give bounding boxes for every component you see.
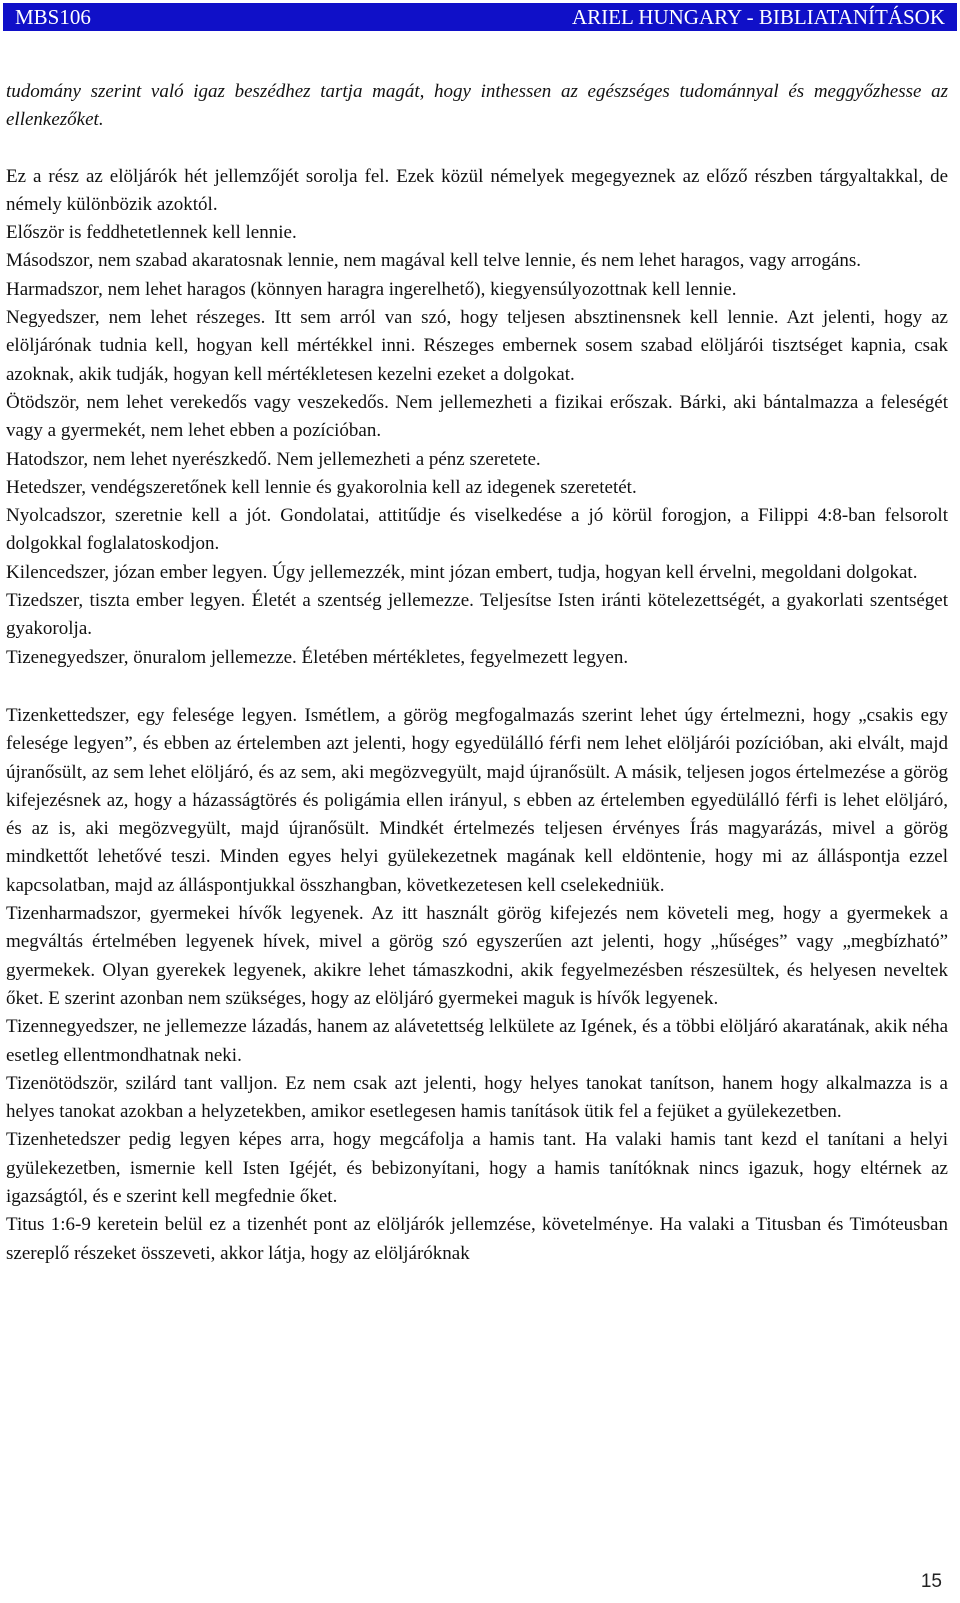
paragraph-thirteenth: Tizenharmadszor, gyermekei hívők legyenek. Az itt használt görög kifejezés nem követeli meg, hogy a gyermekek a megváltás értelmében legyenek hívek, mivel a görög szó egyszerűen azt jelenti, hogy „hűséges” vagy „megbízható” gyermekek. Olyan gyerekek legyenek, akikre lehet támaszkodni, akik fegyelmezésben részesültek, és helyesen neveltek őket. E szerint azonban nem szükséges, hogy az elöljáró gyermekei maguk is hívők legyenek.	[6, 903, 948, 1009]
header-series-title: ARIEL HUNGARY - BIBLIATANÍTÁSOK	[572, 5, 945, 29]
paragraph-third: Harmadszor, nem lehet haragos (könnyen haragra ingerelhető), kiegyensúlyozottnak kell lennie.	[6, 278, 737, 300]
paragraph-tenth: Tizedszer, tiszta ember legyen. Életét a szentség jellemezze. Teljesítse Isten iránti kötelezettségét, a gyakorlati szentséget gyakorolja.	[6, 590, 948, 640]
paragraph-seventeenth: Tizenhetedszer pedig legyen képes arra, hogy megcáfolja a hamis tant. Ha valaki hamis tant kezd el tanítani a helyi gyülekezetben, ismernie kell Isten Igéjét, és bebizonyítani, hogy a hamis tanítóknak nincs igazuk, hogy eltérnek az igazságtól, és e szerint kell megfednie őket.	[6, 1129, 948, 1207]
paragraph-fifth: Ötödször, nem lehet verekedős vagy veszekedős. Nem jellemezheti a fizikai erőszak. Bárki, aki bántalmazza a feleségét vagy a gyermekét, nem lehet ebben a pozícióban.	[6, 391, 948, 442]
paragraph-titus-summary: Titus 1:6-9 keretein belül ez a tizenhét pont az elöljárók jellemzése, követelménye. Ha valaki a Titusban és Timóteusban szereplő részeket összeveti, akkor látja, hogy az elöljáróknak	[6, 1214, 948, 1264]
paragraph-seventh: Hetedszer, vendégszeretőnek kell lennie és gyakorolnia kell az idegenek szeretetét.	[6, 476, 637, 498]
paragraph-sixth: Hatodszor, nem lehet nyerészkedő. Nem jellemezheti a pénz szeretete.	[6, 448, 541, 470]
paragraph-eleventh: Tizenegyedszer, önuralom jellemezze. Életében mértékletes, fegyelmezett legyen.	[6, 646, 629, 668]
paragraph-eighth: Nyolcadszor, szeretnie kell a jót. Gondolatai, attitűdje és viselkedése a jó körül forogjon, a Filippi 4:8-ban felsorolt dolgokkal foglalatoskodjon.	[6, 505, 948, 555]
page-header	[3, 3, 957, 31]
paragraph-fourth: Negyedszer, nem lehet részeges. Itt sem arról van szó, hogy teljesen absztinensnek kell lennie. Azt jelenti, hogy az elöljárónak tudnia kell, hogyan kell mértékkel inni. Részeges embernek sosem szabad elöljárói tisztséget kapnia, csak azoknak, akik tudják, hogyan kell mértékletesen kezelni ezeket a dolgokat.	[6, 307, 948, 385]
paragraph-fourteenth: Tizennegyedszer, ne jellemezze lázadás, hanem az alávetettség lelkülete az Igének, és a többi elöljáró akaratának, akik néha esetleg ellentmondhatnak neki.	[6, 1016, 948, 1066]
paragraph-first: Először is feddhetetlennek kell lennie.	[6, 222, 297, 244]
paragraph-ninth: Kilencedszer, józan ember legyen. Úgy jellemezzék, mint józan embert, tudja, hogyan kell érvelni, megoldani dolgokat.	[6, 561, 918, 583]
page-number: 15	[920, 1571, 942, 1592]
paragraph-intro-quote: tudomány szerint való igaz beszédhez tartja magát, hogy inthessen az egészséges tudománnyal és meggyőzhesse az ellenkezőket.	[6, 81, 948, 131]
paragraph-twelfth: Tizenkettedszer, egy felesége legyen. Ismétlem, a görög megfogalmazás szerint lehet úgy értelmezni, hogy „csakis egy felesége legyen”, és ebben az értelemben azt jelenti, hogy egyedülálló férfi nem lehet elöljárói pozícióban, aki elvált, majd újranősült, az sem lehet elöljáró, és az sem, aki megözvegyült, majd újranősült. A másik, teljesen jogos értelmezése a görög kifejezésnek az, hogy a házasságtörés és poligámia ellen irányul, s ebben az értelemben egyedülálló férfi is lehet elöljáró, és az is, aki megözvegyült, majd újranősült. Mindkét értelmezés teljesen érvényes Írás magyarázás, mivel a görög mindkettőt lehetővé teszi. Minden egyes helyi gyülekezetnek magának kell eldöntenie, hogy mi az álláspontja ezzel kapcsolatban, majd az álláspontjukkal összhangban, következetesen kell cselekedniük.	[6, 704, 948, 896]
paragraph-second: Másodszor, nem szabad akaratosnak lennie, nem magával kell telve lennie, és nem lehet haragos, vagy arrogáns.	[6, 250, 861, 272]
paragraph-fifteenth: Tizenötödször, szilárd tant valljon. Ez nem csak azt jelenti, hogy helyes tanokat tanítson, hanem hogy alkalmazza is a helyes tanokat azokban a helyzetekben, amikor esetlegesen hamis tanítások ütik fel a fejüket a gyülekezetben.	[6, 1072, 948, 1123]
page-body	[6, 78, 948, 1268]
header-course-code: MBS106	[15, 5, 91, 29]
paragraph-overview: Ez a rész az elöljárók hét jellemzőjét sorolja fel. Ezek közül némelyek megegyeznek az előző részben tárgyaltakkal, de némely különbözik azoktól.	[6, 165, 948, 215]
